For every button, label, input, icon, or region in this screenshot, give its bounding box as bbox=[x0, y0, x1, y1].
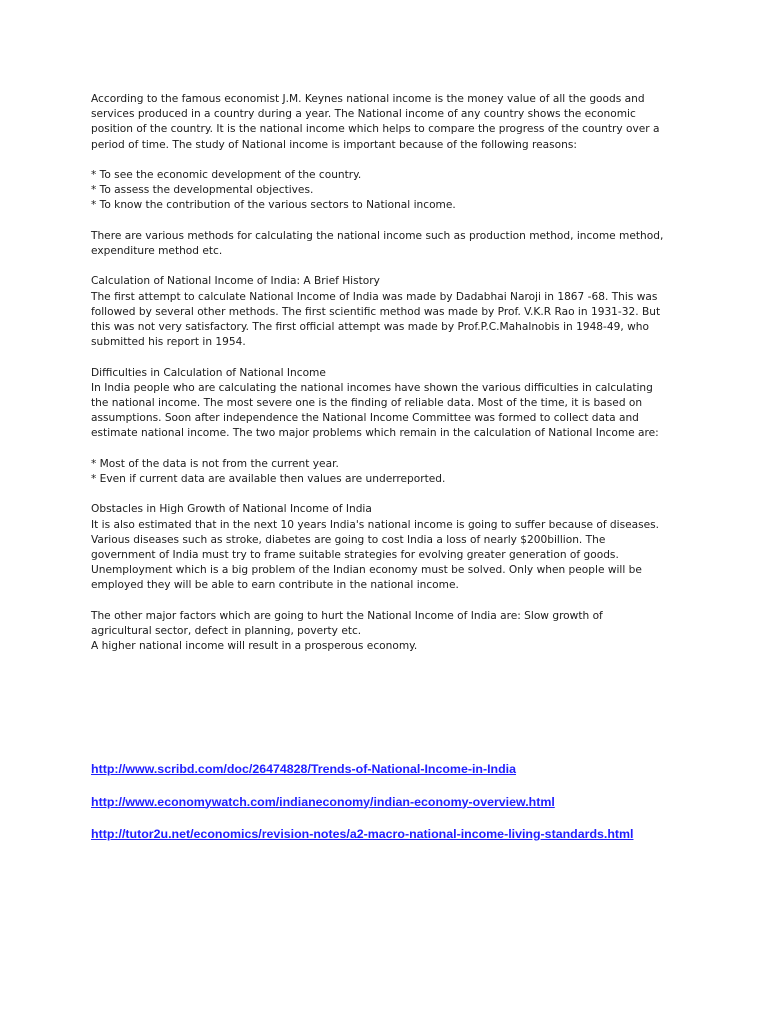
text-line: expenditure method etc. bbox=[91, 245, 223, 257]
text-line: A higher national income will result in a prosperous economy. bbox=[91, 640, 418, 653]
list-item: * To know the contribution of the various sectors to National income. bbox=[91, 199, 456, 212]
text-line: government of India must try to frame suitable strategies for evolving greater generation of goods. bbox=[91, 549, 619, 561]
methods-paragraph bbox=[91, 229, 691, 259]
text-line: In India people who are calculating the national incomes have shown the various difficulties in calculating bbox=[91, 381, 653, 394]
text-line: agricultural sector, defect in planning, poverty etc. bbox=[91, 625, 362, 637]
factors-paragraph bbox=[91, 609, 691, 655]
text-line: this was not very satisfactory. The first official attempt was made by Prof.P.C.Mahalnobis in 1948-49, who bbox=[91, 321, 649, 333]
list-item: * To assess the developmental objectives. bbox=[91, 184, 314, 197]
text-line: followed by several other methods. The first scientific method was made by Prof. V.K.R Rao in 1931-32. But bbox=[91, 305, 661, 318]
reference-links bbox=[91, 762, 731, 860]
section-heading: Difficulties in Calculation of National Income bbox=[91, 366, 326, 379]
text-line: estimate national income. The two major problems which remain in the calculation of National Income are: bbox=[91, 427, 659, 440]
obstacles-section bbox=[91, 502, 691, 593]
text-line: Unemployment which is a big problem of the Indian economy must be solved. Only when people will be bbox=[91, 564, 642, 577]
text-line: employed they will be able to earn contribute in the national income. bbox=[91, 579, 459, 592]
text-line: There are various methods for calculating the national income such as production method, income method, bbox=[91, 229, 664, 242]
text-line: Various diseases such as stroke, diabetes are going to cost India a loss of nearly $200billion. The bbox=[91, 533, 606, 546]
list-item: * Even if current data are available then values are underreported. bbox=[91, 473, 446, 485]
list-item: * Most of the data is not from the current year. bbox=[91, 457, 339, 470]
text-line: submitted his report in 1954. bbox=[91, 336, 246, 349]
link-economywatch[interactable]: http://www.economywatch.com/indianeconomy/indian-economy-overview.html bbox=[91, 794, 555, 809]
section-heading: Obstacles in High Growth of National Income of India bbox=[91, 503, 372, 516]
text-line: According to the famous economist J.M. Keynes national income is the money value of all the goods and bbox=[91, 93, 645, 105]
section-heading: Calculation of National Income of India: A Brief History bbox=[91, 275, 380, 288]
text-line: period of time. The study of National income is important because of the following reasons: bbox=[91, 138, 577, 151]
text-line: The other major factors which are going to hurt the National Income of India are: Slow growth of bbox=[91, 609, 603, 622]
link-tutor2u[interactable]: http://tutor2u.net/economics/revision-notes/a2-macro-national-income-living-standards.html bbox=[91, 827, 634, 841]
intro-paragraph bbox=[91, 92, 691, 153]
text-line: position of the country. It is the national income which helps to compare the progress of the country over a bbox=[91, 123, 660, 136]
problems-list bbox=[91, 457, 691, 487]
history-section bbox=[91, 274, 691, 350]
text-line: services produced in a country during a year. The National income of any country shows the economic bbox=[91, 108, 636, 121]
document-body bbox=[91, 92, 691, 670]
text-line: assumptions. Soon after independence the National Income Committee was formed to collect data and bbox=[91, 412, 639, 425]
text-line: the national income. The most severe one is the finding of reliable data. Most of the time, it is based on bbox=[91, 397, 643, 409]
text-line: The first attempt to calculate National Income of India was made by Dadabhai Naroji in 1867 -68. This was bbox=[91, 290, 658, 303]
list-item: * To see the economic development of the country. bbox=[91, 169, 362, 181]
link-scribd[interactable]: http://www.scribd.com/doc/26474828/Trends-of-National-Income-in-India bbox=[91, 762, 517, 776]
text-line: It is also estimated that in the next 10 years India's national income is going to suffer because of diseases. bbox=[91, 518, 660, 531]
reasons-list bbox=[91, 168, 691, 214]
difficulties-section bbox=[91, 366, 691, 442]
